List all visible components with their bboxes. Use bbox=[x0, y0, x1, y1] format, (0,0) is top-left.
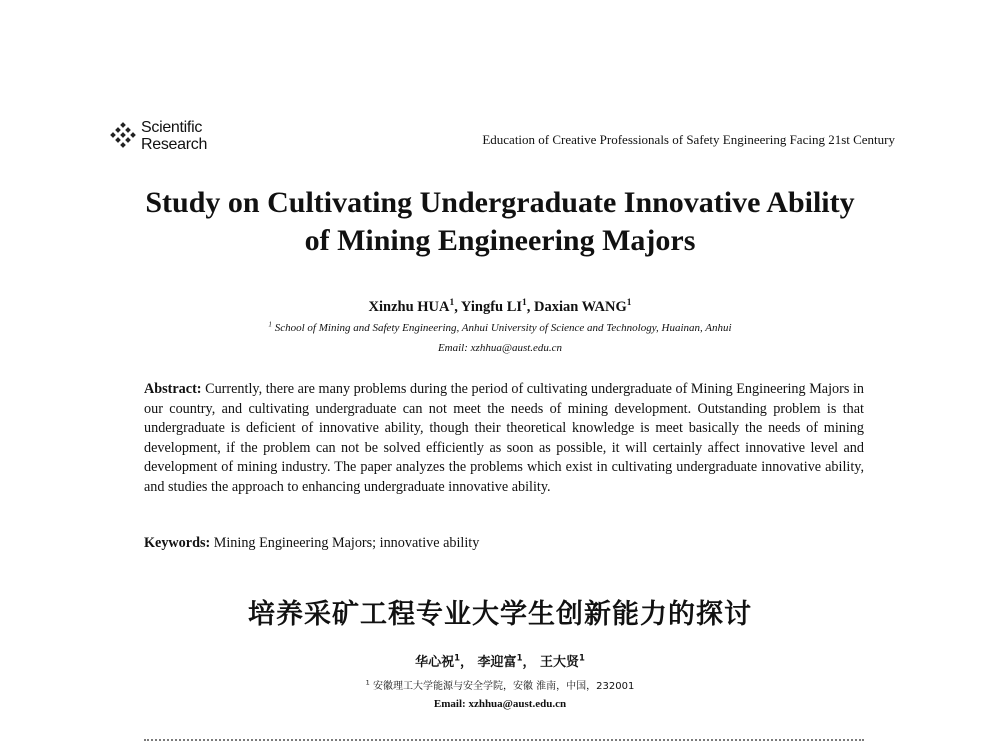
author-separator: , bbox=[454, 299, 461, 315]
author-affiliation-mark: 1 bbox=[516, 652, 523, 663]
affiliation-text: School of Mining and Safety Engineering, Anhui University of Science and Technology, Huainan, Anhui bbox=[274, 322, 732, 334]
author-affiliation-mark: 1 bbox=[449, 298, 455, 309]
author-separator: ， bbox=[460, 655, 474, 670]
author-affiliation-mark: 1 bbox=[454, 652, 460, 663]
paper-title-line2: of Mining Engineering Majors bbox=[304, 224, 696, 257]
chinese-author-list bbox=[100, 651, 900, 670]
author-name: Xinzhu HUA bbox=[368, 299, 450, 315]
author-email bbox=[100, 342, 900, 354]
abstract-text: Currently, there are many problems during the period of cultivating undergraduate of Mining Engineering Majors in our country, and cultivating undergraduate can not meet the needs of mining development. Outstanding problem is that undergraduate is deficient of innovative ability, though their theoretical knowledge is meet basically the needs of mining development, if the problem can not be solved efficiently as soon as possible, it will certainly affect innovative level and development of mining industry. The paper analyzes the problems which exist in cultivating undergraduate innovative ability, and studies the approach to enhancing undergraduate innovative ability. bbox=[144, 381, 864, 495]
affiliation-text: 安徽理工大学能源与安全学院，安徽 淮南，中国，232001 bbox=[372, 681, 635, 692]
chinese-affiliation bbox=[100, 677, 900, 692]
logo-text-line2: Research bbox=[141, 136, 208, 153]
abstract bbox=[144, 380, 864, 497]
chinese-title: 培养采矿工程专业大学生创新能力的探讨 bbox=[248, 599, 752, 630]
author-name: Yingfu LI bbox=[460, 299, 523, 315]
cut-off-text-line bbox=[144, 734, 864, 742]
paper-title-line1: Study on Cultivating Undergraduate Innovative Ability bbox=[145, 186, 855, 219]
author-name: Daxian WANG bbox=[533, 299, 627, 315]
running-title: Education of Creative Professionals of Safety Engineering Facing 21st Century bbox=[482, 132, 895, 147]
logo-text-line1: Scientific bbox=[141, 119, 203, 136]
author-affiliation-mark: 1 bbox=[626, 298, 632, 309]
paper-title bbox=[100, 184, 900, 260]
email-address[interactable]: xzhhua@aust.edu.cn bbox=[468, 698, 567, 710]
author-list bbox=[100, 299, 900, 316]
diamond-dots-icon bbox=[108, 122, 138, 152]
author-name: 李迎富 bbox=[477, 655, 517, 670]
email-address[interactable]: xzhhua@aust.edu.cn bbox=[470, 342, 563, 354]
keywords-label: Keywords: bbox=[144, 535, 211, 551]
keywords bbox=[144, 535, 864, 552]
author-name: 华心祝 bbox=[415, 655, 455, 670]
email-label: Email: bbox=[437, 342, 468, 354]
author-name: 王大贤 bbox=[539, 655, 579, 670]
abstract-label: Abstract: bbox=[144, 381, 202, 397]
email-label: Email: bbox=[433, 698, 466, 710]
author-affiliation-mark: 1 bbox=[522, 298, 527, 309]
affiliation-mark: 1 bbox=[268, 320, 272, 329]
author-separator: , bbox=[526, 299, 534, 315]
chinese-author-email bbox=[100, 698, 900, 710]
publisher-logo bbox=[108, 120, 228, 160]
keywords-text: Mining Engineering Majors; innovative ability bbox=[213, 535, 480, 551]
author-affiliation-mark: 1 bbox=[579, 652, 585, 663]
author-separator: ， bbox=[522, 655, 536, 670]
affiliation bbox=[100, 322, 900, 334]
affiliation-mark: 1 bbox=[365, 678, 370, 687]
